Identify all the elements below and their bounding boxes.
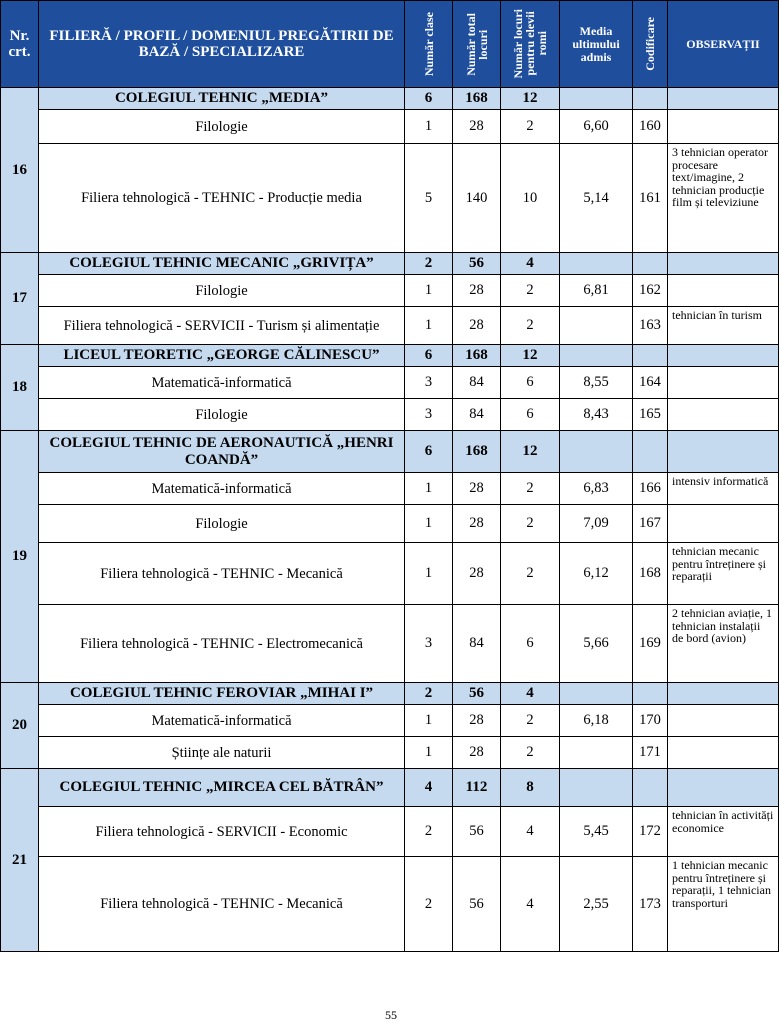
- romi-cell: 2: [501, 543, 560, 605]
- header-numar-clase-text: Număr clase: [421, 11, 436, 77]
- table-row: [1, 110, 779, 144]
- school-cod: [633, 683, 668, 705]
- romi-cell: 2: [501, 307, 560, 345]
- row-number: 18: [1, 345, 39, 431]
- locuri-cell: 84: [453, 367, 501, 399]
- observatii-cell: tehnician în activități economice: [668, 807, 779, 857]
- school-clase: 6: [405, 431, 453, 473]
- school-clase: 6: [405, 88, 453, 110]
- school-locuri: 56: [453, 683, 501, 705]
- locuri-cell: 28: [453, 275, 501, 307]
- locuri-cell: 84: [453, 399, 501, 431]
- table-body: [1, 88, 779, 952]
- header-row: [1, 1, 779, 88]
- media-cell: 6,83: [560, 473, 633, 505]
- table-row: [1, 505, 779, 543]
- specialization: Matematică-informatică: [39, 705, 405, 737]
- school-row: [1, 683, 779, 705]
- romi-cell: 2: [501, 505, 560, 543]
- school-name: COLEGIUL TEHNIC DE AERONAUTICĂ „HENRI COANDĂ”: [39, 431, 405, 473]
- media-cell: 5,14: [560, 144, 633, 253]
- codificare-cell: 164: [633, 367, 668, 399]
- observatii-cell: tehnician mecanic pentru întreținere și reparații: [668, 543, 779, 605]
- header-numar-total-locuri: [453, 1, 501, 88]
- observatii-cell: [668, 399, 779, 431]
- school-romi: 12: [501, 431, 560, 473]
- row-number: 17: [1, 253, 39, 345]
- observatii-cell: [668, 705, 779, 737]
- row-number: 19: [1, 431, 39, 683]
- romi-cell: 2: [501, 705, 560, 737]
- header-numar-locuri-romi: [501, 1, 560, 88]
- school-media: [560, 683, 633, 705]
- table-row: [1, 367, 779, 399]
- school-romi: 12: [501, 88, 560, 110]
- romi-cell: 2: [501, 275, 560, 307]
- table-row: [1, 399, 779, 431]
- table-row: [1, 144, 779, 253]
- row-number: 16: [1, 88, 39, 253]
- romi-cell: 6: [501, 399, 560, 431]
- table-row: [1, 807, 779, 857]
- romi-cell: 6: [501, 367, 560, 399]
- clase-cell: 2: [405, 807, 453, 857]
- media-cell: 6,18: [560, 705, 633, 737]
- locuri-cell: 28: [453, 110, 501, 144]
- specialization: Filiera tehnologică - TEHNIC - Electromecanică: [39, 605, 405, 683]
- media-cell: 2,55: [560, 857, 633, 952]
- clase-cell: 1: [405, 110, 453, 144]
- observatii-cell: 3 tehnician operator procesare text/imagine, 2 tehnician producție film și televiziune: [668, 144, 779, 253]
- school-clase: 2: [405, 683, 453, 705]
- school-name: COLEGIUL TEHNIC MECANIC „GRIVIȚA”: [39, 253, 405, 275]
- media-cell: 8,55: [560, 367, 633, 399]
- observatii-cell: [668, 737, 779, 769]
- school-locuri: 56: [453, 253, 501, 275]
- codificare-cell: 160: [633, 110, 668, 144]
- locuri-cell: 56: [453, 857, 501, 952]
- specialization: Matematică-informatică: [39, 473, 405, 505]
- school-locuri: 168: [453, 345, 501, 367]
- table-row: [1, 857, 779, 952]
- school-locuri: 112: [453, 769, 501, 807]
- locuri-cell: 28: [453, 737, 501, 769]
- observatii-cell: 1 tehnician mecanic pentru întreținere și reparații, 1 tehnician transporturi: [668, 857, 779, 952]
- school-clase: 6: [405, 345, 453, 367]
- locuri-cell: 28: [453, 505, 501, 543]
- locuri-cell: 28: [453, 705, 501, 737]
- observatii-cell: [668, 110, 779, 144]
- school-obs: [668, 683, 779, 705]
- specialization: Filiera tehnologică - SERVICII - Economic: [39, 807, 405, 857]
- school-row: [1, 431, 779, 473]
- specialization: Filiera tehnologică - TEHNIC - Mecanică: [39, 543, 405, 605]
- header-codificare: [633, 1, 668, 88]
- media-cell: 5,45: [560, 807, 633, 857]
- romi-cell: 2: [501, 110, 560, 144]
- school-name: COLEGIUL TEHNIC FEROVIAR „MIHAI I”: [39, 683, 405, 705]
- media-cell: 8,43: [560, 399, 633, 431]
- codificare-cell: 172: [633, 807, 668, 857]
- codificare-cell: 166: [633, 473, 668, 505]
- school-locuri: 168: [453, 88, 501, 110]
- school-cod: [633, 345, 668, 367]
- specialization: Filiera tehnologică - SERVICII - Turism și alimentație: [39, 307, 405, 345]
- clase-cell: 1: [405, 505, 453, 543]
- romi-cell: 2: [501, 473, 560, 505]
- romi-cell: 4: [501, 807, 560, 857]
- header-codificare-text: Codificare: [643, 17, 657, 71]
- school-name: LICEUL TEORETIC „GEORGE CĂLINESCU”: [39, 345, 405, 367]
- codificare-cell: 161: [633, 144, 668, 253]
- specialization: Filologie: [39, 399, 405, 431]
- header-numar-locuri-romi-text: Număr locuri pentru elevii romi: [511, 9, 549, 79]
- school-row: [1, 769, 779, 807]
- school-cod: [633, 253, 668, 275]
- school-clase: 2: [405, 253, 453, 275]
- media-cell: 7,09: [560, 505, 633, 543]
- codificare-cell: 169: [633, 605, 668, 683]
- specialization: Filologie: [39, 275, 405, 307]
- locuri-cell: 140: [453, 144, 501, 253]
- school-cod: [633, 769, 668, 807]
- page-number: 55: [385, 1008, 397, 1022]
- clase-cell: 1: [405, 473, 453, 505]
- school-row: [1, 88, 779, 110]
- locuri-cell: 56: [453, 807, 501, 857]
- clase-cell: 3: [405, 399, 453, 431]
- specialization: Filologie: [39, 505, 405, 543]
- codificare-cell: 168: [633, 543, 668, 605]
- clase-cell: 3: [405, 367, 453, 399]
- observatii-cell: tehnician în turism: [668, 307, 779, 345]
- table-row: [1, 307, 779, 345]
- clase-cell: 1: [405, 737, 453, 769]
- school-obs: [668, 253, 779, 275]
- clase-cell: 5: [405, 144, 453, 253]
- romi-cell: 6: [501, 605, 560, 683]
- school-media: [560, 769, 633, 807]
- codificare-cell: 173: [633, 857, 668, 952]
- clase-cell: 1: [405, 275, 453, 307]
- specialization: Științe ale naturii: [39, 737, 405, 769]
- table-row: [1, 705, 779, 737]
- school-media: [560, 345, 633, 367]
- row-number: 20: [1, 683, 39, 769]
- school-media: [560, 431, 633, 473]
- school-obs: [668, 769, 779, 807]
- school-romi: 4: [501, 683, 560, 705]
- locuri-cell: 28: [453, 307, 501, 345]
- school-row: [1, 253, 779, 275]
- table-row: [1, 605, 779, 683]
- locuri-cell: 28: [453, 473, 501, 505]
- media-cell: [560, 737, 633, 769]
- codificare-cell: 171: [633, 737, 668, 769]
- codificare-cell: 167: [633, 505, 668, 543]
- header-observatii: OBSERVAȚII: [668, 1, 779, 88]
- school-media: [560, 88, 633, 110]
- observatii-cell: [668, 505, 779, 543]
- clase-cell: 3: [405, 605, 453, 683]
- school-obs: [668, 88, 779, 110]
- media-cell: 6,12: [560, 543, 633, 605]
- observatii-cell: intensiv informatică: [668, 473, 779, 505]
- school-cod: [633, 88, 668, 110]
- table-row: [1, 275, 779, 307]
- media-cell: 5,66: [560, 605, 633, 683]
- observatii-cell: 2 tehnician aviație, 1 tehnician instalații de bord (avion): [668, 605, 779, 683]
- clase-cell: 1: [405, 307, 453, 345]
- locuri-cell: 84: [453, 605, 501, 683]
- school-clase: 4: [405, 769, 453, 807]
- school-name: COLEGIUL TEHNIC „MIRCEA CEL BĂTRÂN”: [39, 769, 405, 807]
- codificare-cell: 165: [633, 399, 668, 431]
- school-romi: 8: [501, 769, 560, 807]
- table-row: [1, 473, 779, 505]
- codificare-cell: 162: [633, 275, 668, 307]
- table-row: [1, 543, 779, 605]
- row-number: 21: [1, 769, 39, 952]
- specialization: Filiera tehnologică - TEHNIC - Mecanică: [39, 857, 405, 952]
- romi-cell: 2: [501, 737, 560, 769]
- school-cod: [633, 431, 668, 473]
- clase-cell: 2: [405, 857, 453, 952]
- school-locuri: 168: [453, 431, 501, 473]
- header-numar-clase: [405, 1, 453, 88]
- observatii-cell: [668, 367, 779, 399]
- media-cell: 6,81: [560, 275, 633, 307]
- header-filiera: FILIERĂ / PROFIL / DOMENIUL PREGĂTIRII DE BAZĂ / SPECIALIZARE: [39, 1, 405, 88]
- school-row: [1, 345, 779, 367]
- school-romi: 12: [501, 345, 560, 367]
- header-numar-total-locuri-text: Număr total locuri: [463, 12, 490, 76]
- clase-cell: 1: [405, 705, 453, 737]
- romi-cell: 4: [501, 857, 560, 952]
- observatii-cell: [668, 275, 779, 307]
- media-cell: [560, 307, 633, 345]
- romi-cell: 10: [501, 144, 560, 253]
- media-cell: 6,60: [560, 110, 633, 144]
- school-obs: [668, 431, 779, 473]
- header-media: Media ultimului admis: [560, 1, 633, 88]
- header-nr: Nr. crt.: [1, 1, 39, 88]
- school-obs: [668, 345, 779, 367]
- codificare-cell: 163: [633, 307, 668, 345]
- specialization: Filiera tehnologică - TEHNIC - Producție media: [39, 144, 405, 253]
- school-media: [560, 253, 633, 275]
- school-name: COLEGIUL TEHNIC „MEDIA”: [39, 88, 405, 110]
- specialization: Matematică-informatică: [39, 367, 405, 399]
- specialization: Filologie: [39, 110, 405, 144]
- locuri-cell: 28: [453, 543, 501, 605]
- school-romi: 4: [501, 253, 560, 275]
- codificare-cell: 170: [633, 705, 668, 737]
- clase-cell: 1: [405, 543, 453, 605]
- table-row: [1, 737, 779, 769]
